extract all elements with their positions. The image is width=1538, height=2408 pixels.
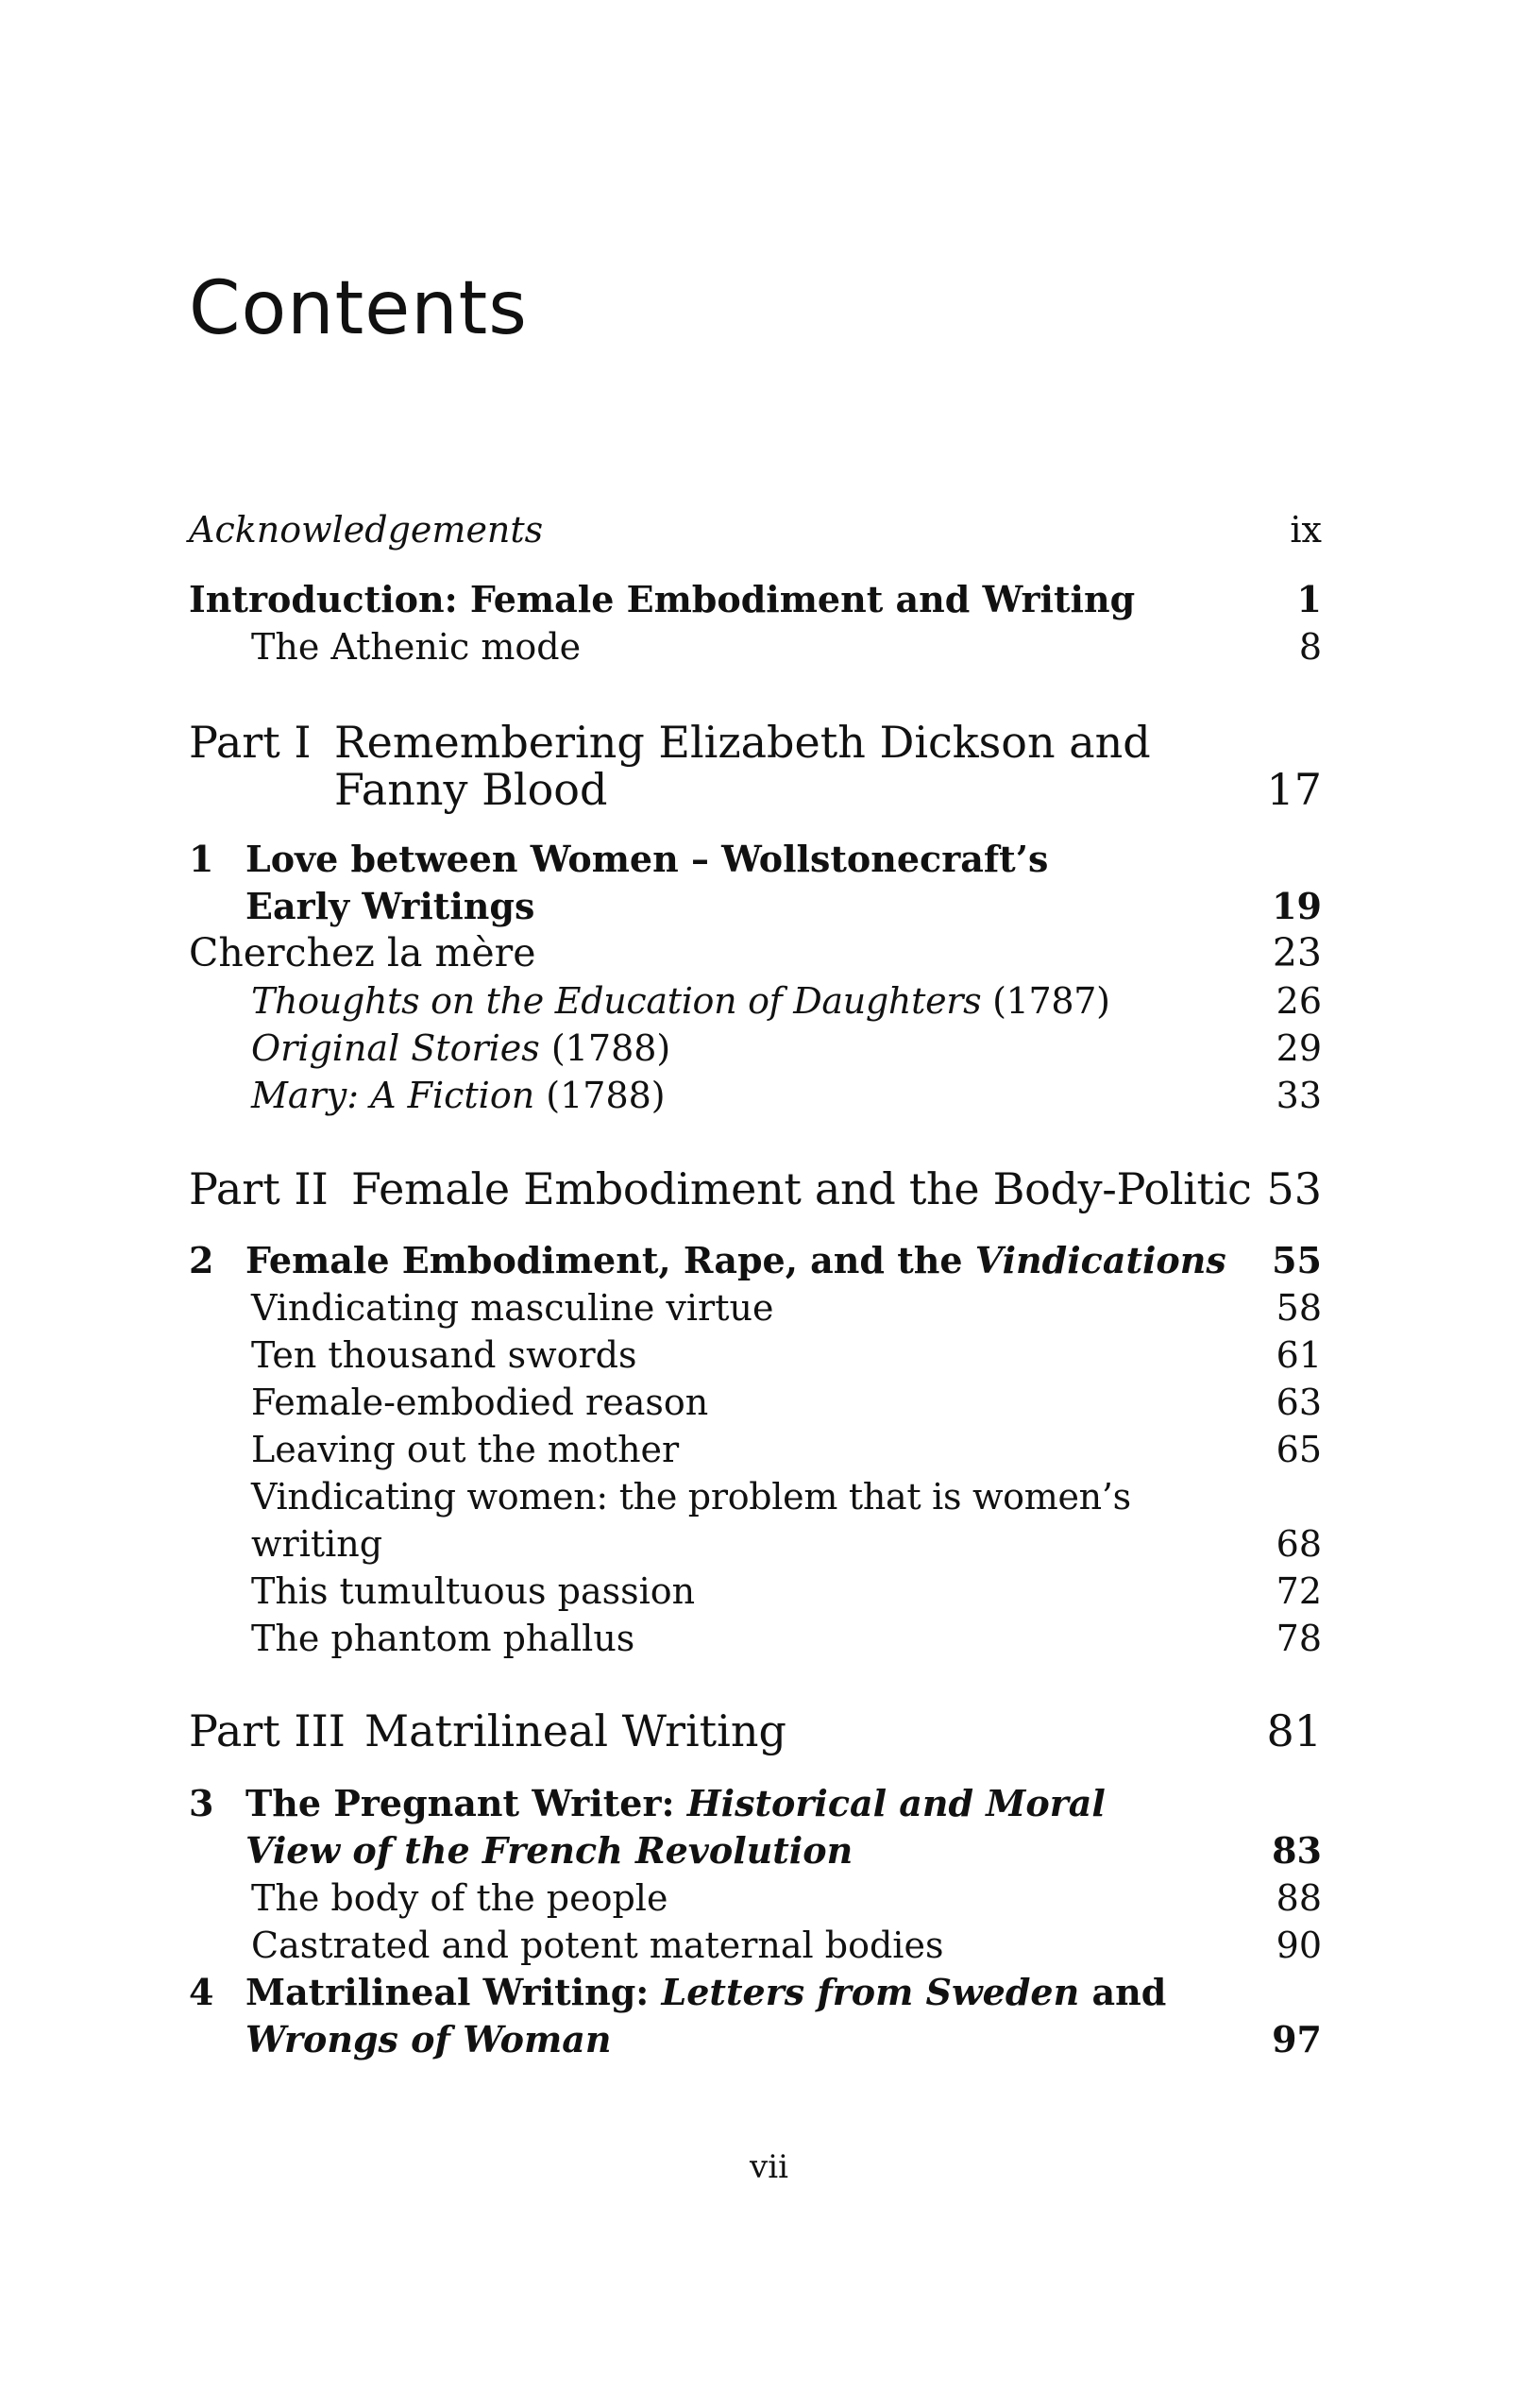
part-prefix: Part I bbox=[189, 717, 312, 768]
toc-entry-cherchez-la-mere[interactable] bbox=[189, 929, 1322, 976]
toc-entry-label: Introduction: Female Embodiment and Writing bbox=[189, 578, 1136, 620]
toc-entry-female-embodied-reason[interactable] bbox=[189, 1379, 1322, 1426]
part-title: Matrilineal Writing bbox=[364, 1705, 786, 1756]
toc-page-number: 72 bbox=[1276, 1570, 1322, 1612]
part-prefix: Part II bbox=[189, 1163, 329, 1214]
page-title: Contents bbox=[189, 266, 528, 351]
toc-entry-label: The Athenic mode bbox=[251, 626, 582, 668]
toc-chapter-4-line2[interactable] bbox=[189, 2016, 1322, 2063]
toc-page-number: 58 bbox=[1276, 1287, 1322, 1329]
toc-page-number: 33 bbox=[1276, 1075, 1322, 1116]
chapter-number: 4 bbox=[189, 1971, 214, 2013]
chapter-title-text: Female Embodiment, Rape, and the bbox=[245, 1239, 975, 1281]
toc-page-number: 1 bbox=[1296, 578, 1322, 620]
toc-entry-castrated-and-potent[interactable] bbox=[189, 1922, 1322, 1969]
part-title: Female Embodiment and the Body-Politic bbox=[351, 1163, 1252, 1214]
chapter-number: 3 bbox=[189, 1782, 214, 1824]
toc-page-number: 81 bbox=[1266, 1705, 1322, 1756]
toc-entry-label: This tumultuous passion bbox=[251, 1570, 696, 1612]
part-title-line2: Fanny Blood bbox=[334, 764, 608, 815]
toc-part-1-line2[interactable] bbox=[189, 763, 1322, 816]
toc-entry-label: The body of the people bbox=[251, 1877, 668, 1919]
toc-chapter-3[interactable] bbox=[189, 1780, 1322, 1827]
toc-entry-label: Cherchez la mère bbox=[189, 930, 536, 975]
toc-chapter-2[interactable] bbox=[189, 1237, 1322, 1284]
toc-entry-ten-thousand-swords[interactable] bbox=[189, 1331, 1322, 1379]
toc-chapter-1-line2[interactable] bbox=[189, 883, 1322, 930]
toc-entry-thoughts-education[interactable] bbox=[189, 977, 1322, 1025]
toc-part-1[interactable] bbox=[189, 716, 1322, 769]
toc-entry-mary-a-fiction[interactable] bbox=[189, 1072, 1322, 1119]
toc-entry-tumultuous-passion[interactable] bbox=[189, 1568, 1322, 1615]
chapter-title-italic: Vindications bbox=[974, 1239, 1226, 1281]
chapter-title-text: The Pregnant Writer: bbox=[245, 1782, 687, 1824]
chapter-title-line2: Early Writings bbox=[245, 885, 535, 927]
part-prefix: Part III bbox=[189, 1705, 346, 1756]
work-year: (1787) bbox=[981, 980, 1110, 1022]
toc-entry-label: Leaving out the mother bbox=[251, 1429, 680, 1470]
work-title: Thoughts on the Education of Daughters bbox=[251, 980, 982, 1022]
chapter-title-italic: Historical and Moral bbox=[686, 1782, 1106, 1824]
chapter-title-text: Matrilineal Writing: bbox=[245, 1971, 662, 2013]
chapter-title-end: and bbox=[1079, 1971, 1167, 2013]
toc-entry-vindicating-women[interactable] bbox=[189, 1473, 1322, 1520]
toc-page-number: 68 bbox=[1276, 1523, 1322, 1565]
page-folio: vii bbox=[750, 2148, 788, 2186]
chapter-number: 2 bbox=[189, 1239, 214, 1281]
toc-page-number: 53 bbox=[1266, 1163, 1322, 1214]
toc-entry-label-line2: writing bbox=[251, 1523, 383, 1565]
chapter-title-line1 bbox=[245, 1969, 1166, 2016]
toc-entry-label: Castrated and potent maternal bodies bbox=[251, 1925, 944, 1966]
toc-page-number: 19 bbox=[1272, 885, 1322, 927]
chapter-title bbox=[245, 1237, 1226, 1284]
toc-chapter-1[interactable] bbox=[189, 836, 1322, 883]
toc-entry-introduction[interactable] bbox=[189, 576, 1322, 623]
toc-entry-vindicating-women-line2[interactable] bbox=[189, 1520, 1322, 1568]
chapter-title-line1 bbox=[245, 1780, 1106, 1827]
chapter-title-line2: View of the French Revolution bbox=[245, 1829, 854, 1872]
chapter-number: 1 bbox=[189, 838, 214, 880]
toc-entry-label: Female-embodied reason bbox=[251, 1382, 709, 1423]
toc-entry-acknowledgements[interactable] bbox=[189, 506, 1322, 553]
toc-page-number: 78 bbox=[1276, 1618, 1322, 1659]
chapter-title-line2: Wrongs of Woman bbox=[245, 2018, 612, 2060]
chapter-title-italic: Letters from Sweden bbox=[661, 1971, 1080, 2013]
part-title-line1: Remembering Elizabeth Dickson and bbox=[334, 717, 1151, 768]
toc-page-number: 61 bbox=[1276, 1334, 1322, 1376]
toc-page-number: 26 bbox=[1276, 980, 1322, 1022]
toc-entry-original-stories[interactable] bbox=[189, 1025, 1322, 1072]
toc-entry-label bbox=[251, 1072, 666, 1119]
toc-page-number: 83 bbox=[1272, 1829, 1322, 1872]
toc-entry-body-of-the-people[interactable] bbox=[189, 1874, 1322, 1922]
chapter-title-line1: Love between Women – Wollstonecraft’s bbox=[245, 838, 1049, 880]
toc-page-number: 8 bbox=[1298, 626, 1322, 668]
toc-entry-label: Ten thousand swords bbox=[251, 1334, 637, 1376]
work-year: (1788) bbox=[534, 1075, 666, 1116]
toc-entry-label: Vindicating women: the problem that is women’s bbox=[251, 1476, 1131, 1518]
toc-page-number: 88 bbox=[1276, 1877, 1322, 1919]
toc-entry-label: Vindicating masculine virtue bbox=[251, 1287, 774, 1329]
toc-part-3[interactable] bbox=[189, 1704, 1322, 1757]
toc-page-number: 17 bbox=[1266, 764, 1322, 815]
toc-page-number: 23 bbox=[1272, 930, 1322, 975]
toc-entry-label: Acknowledgements bbox=[189, 509, 544, 551]
toc-entry-vindicating-masculine-virtue[interactable] bbox=[189, 1284, 1322, 1331]
toc-page-number: 29 bbox=[1276, 1027, 1322, 1069]
toc-entry-label bbox=[251, 977, 1110, 1025]
toc-entry-athenic-mode[interactable] bbox=[189, 623, 1322, 670]
toc-chapter-3-line2[interactable] bbox=[189, 1827, 1322, 1874]
toc-part-2[interactable] bbox=[189, 1162, 1322, 1215]
work-year: (1788) bbox=[539, 1027, 671, 1069]
toc-page-number: 55 bbox=[1272, 1239, 1322, 1281]
toc-page-number: ix bbox=[1290, 509, 1322, 551]
toc-page-number: 90 bbox=[1276, 1925, 1322, 1966]
toc-entry-label: The phantom phallus bbox=[251, 1618, 635, 1659]
toc-page-number: 97 bbox=[1272, 2018, 1322, 2060]
toc-page-number: 65 bbox=[1276, 1429, 1322, 1470]
toc-chapter-4[interactable] bbox=[189, 1969, 1322, 2016]
toc-entry-phantom-phallus[interactable] bbox=[189, 1615, 1322, 1662]
toc-entry-label bbox=[251, 1025, 670, 1072]
work-title: Original Stories bbox=[251, 1027, 540, 1069]
work-title: Mary: A Fiction bbox=[251, 1075, 535, 1116]
toc-entry-leaving-out-the-mother[interactable] bbox=[189, 1426, 1322, 1473]
toc-page-number: 63 bbox=[1276, 1382, 1322, 1423]
